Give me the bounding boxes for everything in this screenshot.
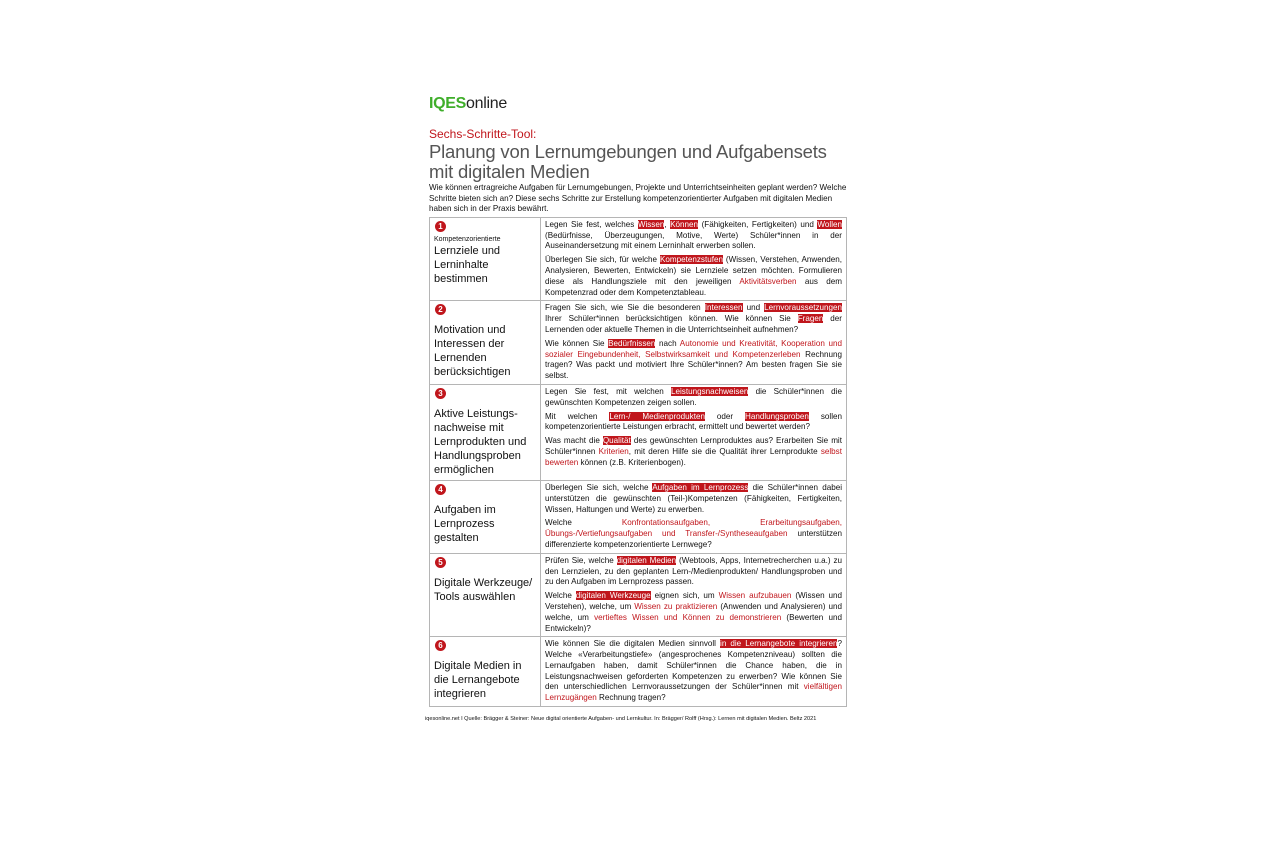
paragraph-text: die Schüler*innen die gewünschten Kompetenzen zeigen sollen. bbox=[545, 386, 842, 407]
step-row bbox=[430, 217, 847, 301]
emphasized-term: Kriterien bbox=[598, 446, 629, 456]
highlighted-term: Interessen bbox=[704, 303, 743, 313]
paragraph-text: Rechnung tragen? Was packt und motiviert Ihre Schüler*innen? Am besten fragen Sie sie selbst. bbox=[545, 349, 842, 381]
paragraph-text: die Schüler*innen dabei unterstützen die gewünschten (Teil-)Kompetenzen (Fähigkeiten, Fertigkeiten, Wissen, Haltungen und Werte) zu erwerben. bbox=[545, 482, 842, 514]
paragraph-text: Welche bbox=[545, 518, 622, 528]
paragraph-text: Mit welchen bbox=[545, 411, 610, 421]
step-row bbox=[430, 553, 847, 637]
paragraph-text: ? Welche «Verarbeitungstiefe» (angesprochenes Kompetenzniveau) sollten die Lernaufgaben haben, damit Schüler*innen die Chance haben, die in Leistungsnachweisen geforderten Kompetenzen zu erwerben? Wie können Sie den unterschiedlichen Lernvoraussetzungen der Schüler*innen mit bbox=[545, 639, 842, 692]
steps-table bbox=[429, 217, 847, 707]
emphasized-term: Wissen zu praktizieren bbox=[634, 601, 718, 611]
highlighted-term: Können bbox=[670, 219, 699, 229]
step-paragraph bbox=[545, 220, 842, 252]
paragraph-text: Rechnung tragen? bbox=[596, 693, 666, 703]
step-paragraph bbox=[545, 591, 842, 634]
step-paragraph bbox=[545, 518, 842, 550]
iqes-logo bbox=[429, 96, 855, 112]
step-description-cell bbox=[541, 384, 847, 480]
step-label-cell bbox=[430, 637, 541, 707]
step-label-cell bbox=[430, 217, 541, 301]
highlighted-term: Aufgaben im Lernprozess bbox=[652, 482, 749, 492]
step-paragraph bbox=[545, 436, 842, 468]
step-paragraph bbox=[545, 387, 842, 409]
paragraph-text: (Bedürfnisse, Überzeugungen, Motive, Werte) Schüler*innen in der Auseinandersetzung mit einem Lerninhalt erwerben sollen. bbox=[545, 230, 842, 251]
step-row bbox=[430, 384, 847, 480]
step-number-badge: 4 bbox=[435, 484, 446, 495]
paragraph-text: Prüfen Sie, welche bbox=[545, 555, 617, 565]
highlighted-term: Lern-/ Medienprodukten bbox=[609, 411, 705, 421]
highlighted-term: Wissen bbox=[637, 219, 665, 229]
step-number-badge: 5 bbox=[435, 557, 446, 568]
step-row bbox=[430, 637, 847, 707]
highlighted-term: Qualität bbox=[602, 436, 631, 446]
paragraph-text: Fragen Sie sich, wie Sie die besonderen bbox=[545, 303, 705, 313]
paragraph-text: Wie können Sie die digitalen Medien sinnvoll bbox=[545, 639, 721, 649]
step-label-cell bbox=[430, 301, 541, 385]
step-paragraph bbox=[545, 412, 842, 434]
paragraph-text: Wie können Sie bbox=[545, 338, 609, 348]
step-number-badge: 2 bbox=[435, 304, 446, 315]
step-paragraph bbox=[545, 303, 842, 335]
highlighted-term: Lernvoraussetzungen bbox=[764, 303, 842, 313]
step-number-badge: 1 bbox=[435, 221, 446, 232]
paragraph-text: des gewünschten Lernproduktes aus? Erarbeiten Sie mit Schüler*innen bbox=[545, 436, 842, 456]
paragraph-text: (Wissen und Verstehen), welche, um bbox=[545, 591, 843, 611]
logo-online: online bbox=[466, 95, 507, 112]
emphasized-term: vielfältigen Lernzugängen bbox=[545, 682, 842, 703]
paragraph-text: (Anwenden und Analysieren) und welche, um bbox=[545, 601, 842, 622]
step-title: Aktive Leistungs-nachweise mit Lernprodukten und Handlungsproben ermöglichen bbox=[434, 407, 527, 476]
step-description-cell bbox=[541, 480, 847, 553]
highlighted-term: in die Lernangebote integrieren bbox=[720, 639, 838, 649]
highlighted-term: digitalen Medien bbox=[616, 555, 677, 565]
paragraph-text: (Webtools, Apps, Internetrecherchen u.a.) zu den Lernzielen, zu den geplanten Lern-/Medienprodukten/ Handlungsproben und zu den Aufgaben im Lernprozess passen. bbox=[545, 555, 843, 587]
step-row bbox=[430, 480, 847, 553]
paragraph-text: Legen Sie fest, welches bbox=[545, 219, 638, 229]
highlighted-term: Kompetenzstufen bbox=[659, 255, 723, 265]
paragraph-text: (Bewerten und Entwickeln)? bbox=[545, 612, 843, 633]
paragraph-text: können (z.B. Kriterienbogen). bbox=[578, 457, 686, 467]
step-title: Digitale Werkzeuge/ Tools auswählen bbox=[434, 576, 533, 603]
step-paragraph bbox=[545, 339, 842, 382]
paragraph-text: , bbox=[664, 219, 671, 229]
step-title: Lernziele und Lerninhalte bestimmen bbox=[434, 244, 501, 285]
page-title bbox=[429, 142, 855, 182]
paragraph-text: aus dem Kompetenzrad oder dem Kompetenztableau. bbox=[545, 276, 842, 297]
emphasized-term: Autonomie und Kreativität, Kooperation und sozialer Eingebundenheit, Selbstwirksamkeit und Kompetenzerleben bbox=[545, 338, 842, 359]
step-title: Aufgaben im Lernprozess gestalten bbox=[434, 503, 496, 544]
paragraph-text: Was macht die bbox=[545, 436, 603, 446]
logo-iqes: IQES bbox=[429, 95, 467, 112]
step-description-cell bbox=[541, 301, 847, 385]
tool-label: Sechs-Schritte-Tool: bbox=[429, 127, 537, 141]
document-page bbox=[425, 95, 855, 723]
paragraph-text: Legen Sie fest, mit welchen bbox=[545, 386, 671, 396]
paragraph-text: Welche bbox=[545, 591, 576, 601]
highlighted-term: Handlungsproben bbox=[745, 411, 809, 421]
highlighted-term: Leistungsnachweisen bbox=[670, 386, 749, 396]
step-paragraph bbox=[545, 639, 842, 704]
step-label-cell bbox=[430, 553, 541, 637]
emphasized-term: vertieftes Wissen und Können zu demonstrieren bbox=[594, 612, 782, 622]
paragraph-text: der Lernenden oder aktuelle Themen in die Unterrichtseinheit aufnehmen? bbox=[545, 314, 842, 334]
paragraph-text: unterstützen differenzierte kompetenzorientierte Lernwege? bbox=[545, 529, 842, 549]
step-description-cell bbox=[541, 637, 847, 707]
title-line-2: mit digitalen Medien bbox=[429, 161, 590, 182]
highlighted-term: Bedürfnissen bbox=[608, 338, 656, 348]
step-paragraph bbox=[545, 255, 842, 298]
emphasized-term: selbst bewerten bbox=[545, 446, 842, 467]
emphasized-term: Wissen aufzubauen bbox=[718, 591, 792, 601]
paragraph-text: eignen sich, um bbox=[650, 591, 719, 601]
step-title: Digitale Medien in die Lernangebote integrieren bbox=[434, 660, 522, 701]
paragraph-text: sollen kompetenzorientierte Leistungen erbracht, ermittelt und bewertet werden? bbox=[545, 411, 843, 432]
step-label-cell bbox=[430, 480, 541, 553]
step-pretitle: Kompetenzorientierte bbox=[434, 235, 501, 243]
step-title: Motivation und Interessen der Lernenden berücksichtigen bbox=[434, 324, 511, 379]
title-line-1: Planung von Lernumgebungen und Aufgabensets bbox=[429, 141, 827, 162]
source-footer: iqesonline.net I Quelle: Brägger & Steiner: Neue digital orientierte Aufgaben- und Lernkultur. In: Brägger/ Rolff (Hrsg.): Lernen mit digitalen Medien. Beltz 2021 bbox=[425, 716, 817, 723]
step-row bbox=[430, 301, 847, 385]
highlighted-term: Fragen bbox=[797, 314, 824, 324]
paragraph-text: und bbox=[742, 303, 765, 313]
paragraph-text: Überlegen Sie sich, für welche bbox=[545, 255, 660, 265]
step-number-badge: 3 bbox=[435, 388, 446, 399]
highlighted-term: digitalen Werkzeuge bbox=[575, 591, 651, 601]
step-paragraph bbox=[545, 483, 842, 515]
step-label-cell bbox=[430, 384, 541, 480]
step-number-badge: 6 bbox=[435, 640, 446, 651]
emphasized-term: Konfrontationsaufgaben, Erarbeitungsaufgaben, Übungs-/Vertiefungsaufgaben und Transfer-/Syntheseaufgaben bbox=[545, 518, 842, 539]
paragraph-text: nach bbox=[655, 338, 680, 348]
step-description-cell bbox=[541, 553, 847, 637]
step-paragraph bbox=[545, 556, 842, 588]
paragraph-text: (Fähigkeiten, Fertigkeiten) und bbox=[698, 219, 818, 229]
paragraph-text: Überlegen Sie sich, welche bbox=[545, 482, 653, 492]
paragraph-text: , mit deren Hilfe sie die Qualität ihrer Lernprodukte bbox=[628, 446, 821, 456]
highlighted-term: Wollen bbox=[817, 219, 842, 229]
paragraph-text: Ihrer Schüler*innen berücksichtigen können. Wie können Sie bbox=[545, 314, 798, 324]
paragraph-text: (Wissen, Verstehen, Anwenden, Analysieren, Bewerten, Entwickeln) sie Lernziele setzen möchten. Formulieren diese als Handlungsziele mit den jeweiligen bbox=[545, 255, 842, 286]
paragraph-text: oder bbox=[704, 411, 746, 421]
intro-text: Wie können ertragreiche Aufgaben für Lernumgebungen, Projekte und Unterrichtseinheiten geplant werden? Welche Schritte bieten sich an? Diese sechs Schritte zur Erstellung kompetenzorientierter Aufgaben mit digitalen Medien haben sich in der Praxis bewährt. bbox=[429, 183, 847, 214]
emphasized-term: Aktivitätsverben bbox=[739, 276, 797, 286]
step-description-cell bbox=[541, 217, 847, 301]
